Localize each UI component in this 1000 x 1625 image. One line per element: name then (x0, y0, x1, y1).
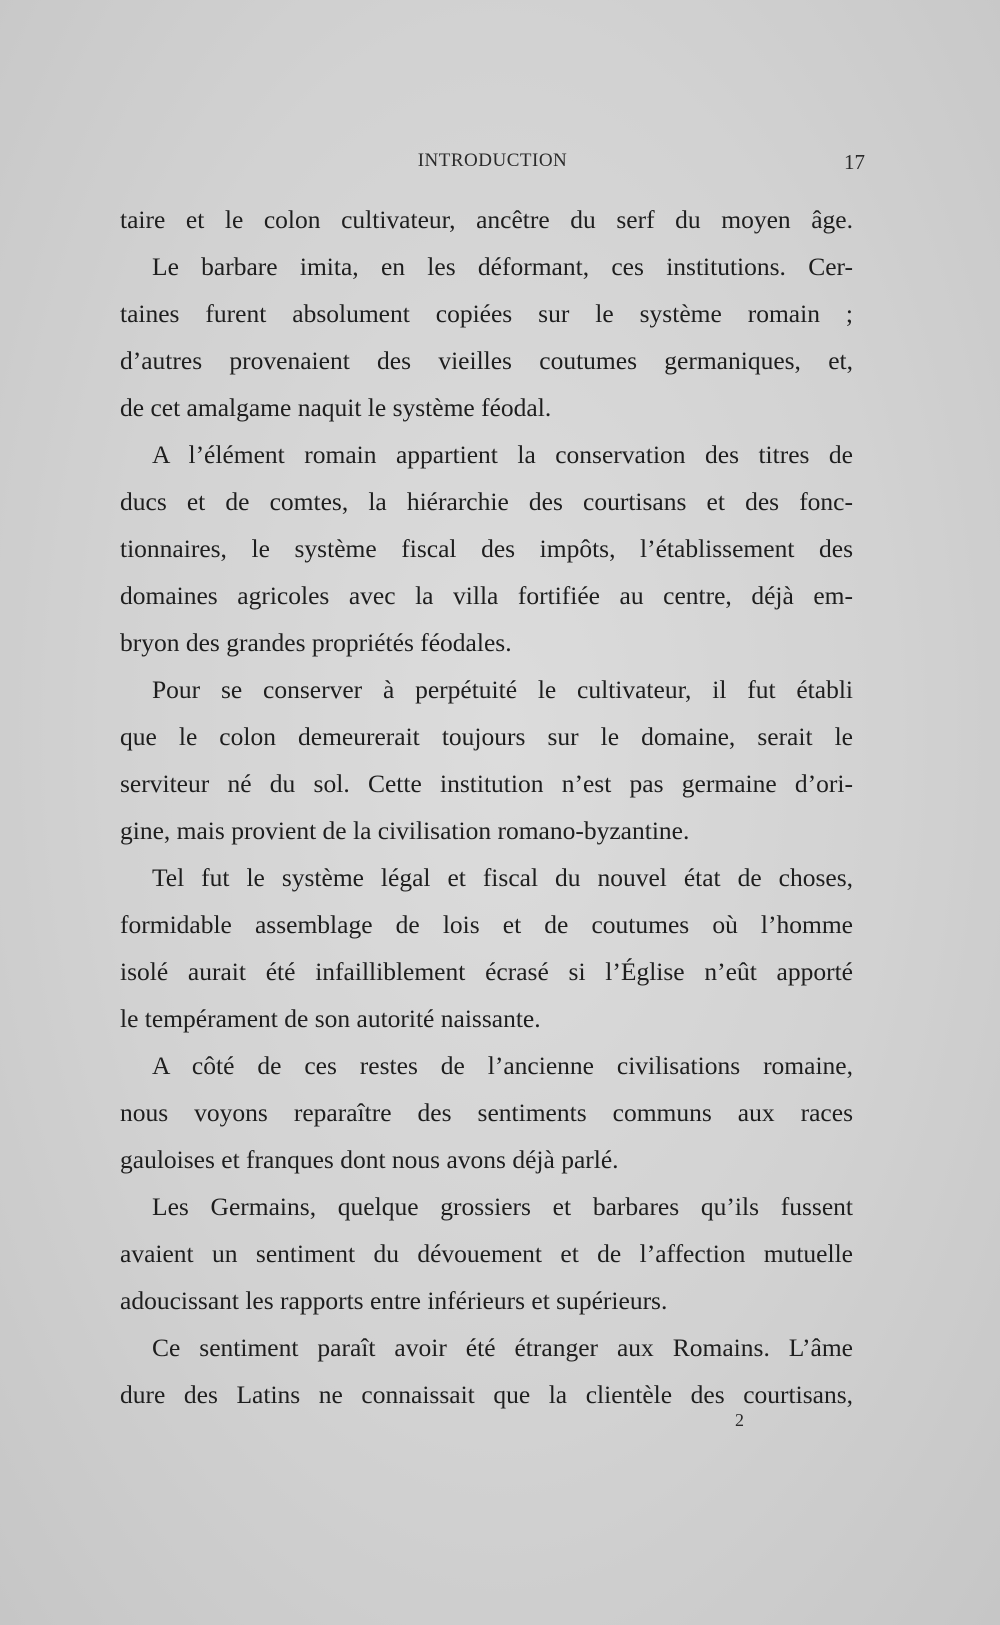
running-header (120, 150, 865, 180)
text-line: Ce sentiment paraît avoir été étranger aux Romains. L’âme (152, 1333, 853, 1362)
text-line: taines furent absolument copiées sur le système romain ; (120, 299, 853, 328)
text-line: isolé aurait été infailliblement écrasé si l’Église n’eût apporté (120, 957, 853, 986)
text-line: avaient un sentiment du dévouement et de l’affection mutuelle (120, 1239, 853, 1268)
text-line: A côté de ces restes de l’ancienne civilisations romaine, (152, 1051, 853, 1080)
text-line: gauloises et franques dont nous avons déjà parlé. (120, 1145, 619, 1174)
text-line: de cet amalgame naquit le système féodal. (120, 393, 552, 422)
text-line: domaines agricoles avec la villa fortifiée au centre, déjà em- (120, 581, 853, 610)
text-line: nous voyons reparaître des sentiments communs aux races (120, 1098, 853, 1127)
running-title: INTRODUCTION (417, 150, 568, 171)
text-line: Pour se conserver à perpétuité le cultivateur, il fut établi (152, 675, 853, 704)
text-line: que le colon demeurerait toujours sur le domaine, serait le (120, 722, 853, 751)
text-line: gine, mais provient de la civilisation romano-byzantine. (120, 816, 690, 845)
text-line: ducs et de comtes, la hiérarchie des courtisans et des fonc- (120, 487, 853, 516)
text-line: le tempérament de son autorité naissante. (120, 1004, 541, 1033)
signature-mark: 2 (735, 1410, 744, 1430)
text-line: d’autres provenaient des vieilles coutumes germaniques, et, (120, 346, 853, 375)
text-line: serviteur né du sol. Cette institution n’est pas germaine d’ori- (120, 769, 853, 798)
text-line: dure des Latins ne connaissait que la clientèle des courtisans, (120, 1380, 853, 1409)
text-line: Les Germains, quelque grossiers et barbares qu’ils fussent (152, 1192, 853, 1221)
text-line: adoucissant les rapports entre inférieurs et supérieurs. (120, 1286, 668, 1315)
page-number: 17 (844, 150, 865, 174)
text-line: formidable assemblage de lois et de coutumes où l’homme (120, 910, 853, 939)
text-line: bryon des grandes propriétés féodales. (120, 628, 512, 657)
text-line: tionnaires, le système fiscal des impôts, l’établissement des (120, 534, 853, 563)
body-text (120, 196, 853, 1418)
text-line: Tel fut le système légal et fiscal du nouvel état de choses, (152, 863, 853, 892)
text-line: Le barbare imita, en les déformant, ces institutions. Cer- (152, 252, 853, 281)
text-line: A l’élément romain appartient la conservation des titres de (152, 440, 853, 469)
text-line: taire et le colon cultivateur, ancêtre du serf du moyen âge. (120, 205, 853, 234)
